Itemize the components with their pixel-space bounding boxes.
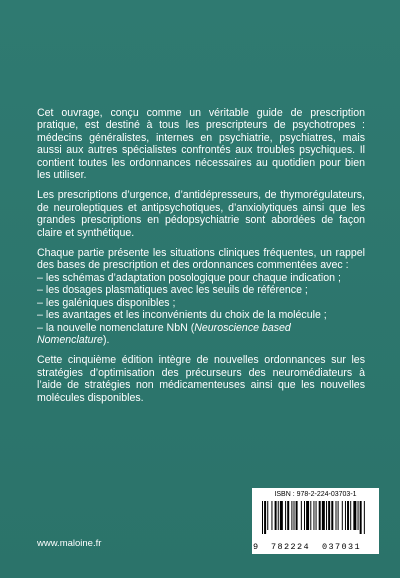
barcode-digits-left: 782224 <box>271 542 311 552</box>
nomenclature-suffix: ). <box>102 333 110 346</box>
barcode-digits <box>252 542 379 552</box>
feature-item-advantages: – les avantages et les inconvénients du choix de la molécule ; <box>37 309 327 322</box>
isbn-number: ISBN : 978-2-224-03703-1 <box>274 491 357 498</box>
feature-list <box>37 272 365 346</box>
barcode-digit-first: 9 <box>253 542 259 552</box>
feature-item-posology: – les schémas d’adaptation posologique pour chaque indication ; <box>37 271 341 284</box>
description-paragraph-2: Les prescriptions d’urgence, d’antidépresseurs, de thymorégulateurs, de neuroleptiques et antipsychotiques, d’anxiolytiques ainsi que les grandes prescriptions en pédopsychiatrie sont abordées de façon claire et synthétique. <box>37 189 365 239</box>
description-paragraph-1: Cet ouvrage, conçu comme un véritable guide de prescription pratique, est destiné à tous les prescripteurs de psychotropes : médecins généralistes, internes en psychiatrie, psychiatres, mais aussi aux autres spécialistes confrontés aux troubles psychiques. Il contient toutes les ordonnances nécessaires au quotidien pour bien les utiliser. <box>37 107 365 182</box>
nomenclature-name: Neuroscience based Nomenclature <box>37 321 291 346</box>
feature-item-galenic: – les galéniques disponibles ; <box>37 296 176 309</box>
description-paragraph-4: Cette cinquième édition intègre de nouvelles ordonnances sur les stratégies d’optimisation des précurseurs des neuromédiateurs à l’aide de stratégies non médicamenteuses ainsi que les nouvelles molécules disponibles. <box>37 354 365 404</box>
feature-item-dosages: – les dosages plasmatiques avec les seuils de référence ; <box>37 284 308 297</box>
barcode-digits-right: 037031 <box>322 542 362 552</box>
feature-item-nomenclature <box>37 322 365 347</box>
barcode-icon <box>260 501 372 543</box>
publisher-website: www.maloine.fr <box>37 538 102 549</box>
back-cover-text <box>37 107 365 412</box>
nomenclature-prefix: – la nouvelle nomenclature NbN ( <box>37 321 195 334</box>
description-paragraph-3: Chaque partie présente les situations cliniques fréquentes, un rappel des bases de prescription et des ordonnances commentées avec : <box>37 247 365 272</box>
barcode-label <box>252 488 379 554</box>
